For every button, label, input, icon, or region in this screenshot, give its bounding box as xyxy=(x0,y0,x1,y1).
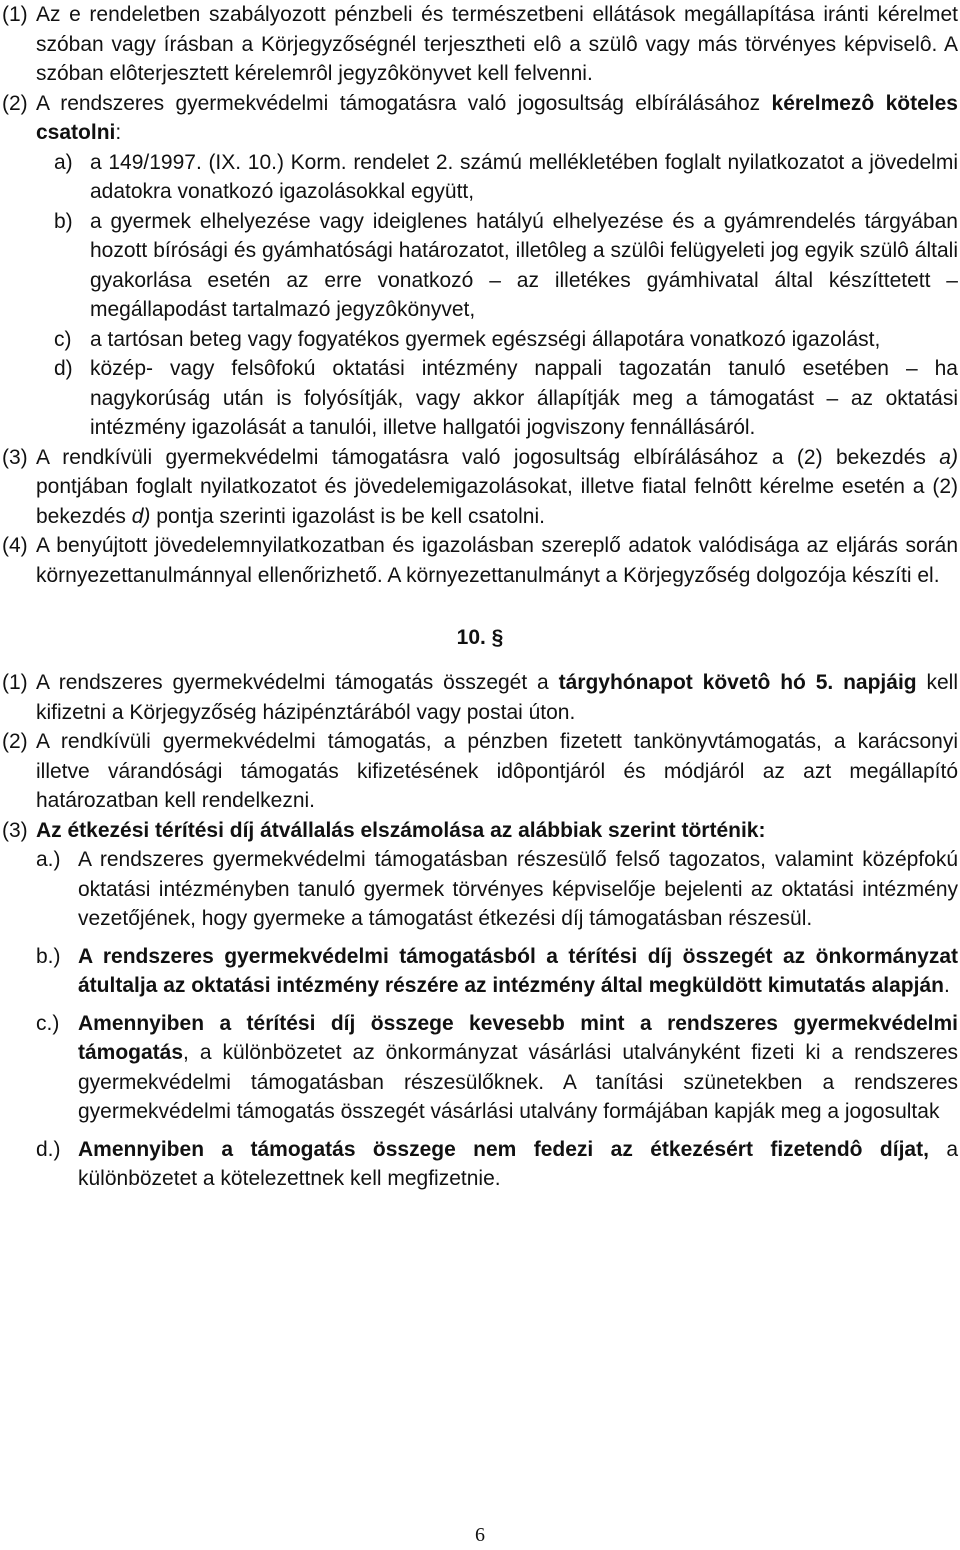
paragraph-3 xyxy=(2,816,958,846)
paragraph-bold-text: kérelmezô köteles csatolni xyxy=(36,91,958,144)
spacer xyxy=(2,934,958,942)
paragraph-text: A rendszeres gyermekvédelmi támogatásra való jogosultság elbírálásához xyxy=(36,91,761,115)
list-item-c xyxy=(2,325,958,355)
paragraph-1 xyxy=(2,668,958,727)
paragraph-1 xyxy=(2,0,958,89)
italic-ref: a) xyxy=(939,445,958,469)
list-label: a.) xyxy=(36,848,61,871)
list-text: A rendszeres gyermekvédelmi támogatásban részesülő felső tagozatos, valamint középfokú oktatási intézményben tanuló gyermek törvényes képviselője bejelenti az oktatási intézmény vezetőjének, hogy gyermeke a támogatást étkezési díj támogatásban részesül. xyxy=(78,848,958,930)
list-label: c) xyxy=(54,327,72,351)
list-bold-text: Amennyiben a térítési díj összege kevesebb mint a rendszeres gyermekvédelmi támogatás xyxy=(78,1011,958,1064)
paragraph-text: kell kifizetni a Körjegyzőség házipénztárából vagy postai úton. xyxy=(36,671,958,724)
paragraph-text: A rendszeres gyermekvédelmi támogatás összegét a xyxy=(36,671,549,694)
paragraph-text: pontja szerinti igazolást is be kell csatolni. xyxy=(156,504,545,528)
paragraph-text: A rendkívüli gyermekvédelmi támogatásra való jogosultság elbírálásához a (2) bekezdés xyxy=(36,445,926,469)
list-item-b xyxy=(2,207,958,325)
italic-ref: d) xyxy=(131,504,151,528)
list-text: közép- vagy felsôfokú oktatási intézmény nappali tagozatán tanuló esetében – ha nagykorúság után is folyósítják, vagy akkor állapítják meg a támogatást – az oktatási intézmény igazolását a tanulói, illetve hallgatói jogviszony fennállásáról. xyxy=(90,357,958,439)
paragraph-2 xyxy=(2,89,958,148)
list-item-c xyxy=(2,1009,958,1127)
spacer xyxy=(2,1001,958,1009)
paragraph-number: (1) xyxy=(2,671,28,694)
list-bold-text: Amennyiben a támogatás összege nem fedezi az étkezésért fizetendô díjat, xyxy=(78,1137,929,1161)
paragraph-4 xyxy=(2,531,958,590)
list-item-d xyxy=(2,1135,958,1194)
list-item-d xyxy=(2,354,958,443)
list-text: a különbözetet a kötelezettnek kell megfizetnie. xyxy=(78,1137,958,1190)
list-item-a xyxy=(2,845,958,934)
list-label: d) xyxy=(54,357,73,380)
list-text: a tartósan beteg vagy fogyatékos gyermek egészségi állapotára vonatkozó igazolást, xyxy=(90,327,881,351)
paragraph-bold-text: tárgyhónapot követô hó 5. napjáig xyxy=(558,671,917,694)
list-label: d.) xyxy=(36,1137,61,1161)
list-item-b xyxy=(2,942,958,1001)
paragraph-text: A benyújtott jövedelemnyilatkozatban és igazolásban szereplő adatok valódisága az eljárás során környezettanulmánnyal ellenőrizhető. A környezettanulmányt a Körjegyzőség dolgozója készíti el. xyxy=(36,534,958,587)
list-text: a 149/1997. (IX. 10.) Korm. rendelet 2. számú mellékletében foglalt nyilatkozatot a jövedelmi adatokra vonatkozó igazolásokkal együtt, xyxy=(90,150,958,203)
list-text: , a különbözetet az önkormányzat vásárlási utalványként fizeti ki a rendszeres gyermekvédelmi támogatásban részesülőknek. A tanítási szünetekben a rendszeres gyermekvédelmi támogatás összegét vásárlási utalvány formájában kapják meg a jogosultak xyxy=(78,1041,958,1123)
list-label: a) xyxy=(54,150,73,174)
paragraph-text: pontjában foglalt nyilatkozatot és jövedelemigazolásokat, illetve fiatal felnôtt kérelme esetén a (2) bekezdés xyxy=(36,475,958,528)
paragraph-number: (1) xyxy=(2,3,28,26)
section-heading: 10. § xyxy=(456,626,504,649)
paragraph-number: (2) xyxy=(2,91,28,115)
list-bold-text: A rendszeres gyermekvédelmi támogatásból a térítési díj összegét az önkormányzat átultalja az oktatási intézmény részére az intézmény által megküldött kimutatás alapján xyxy=(78,944,958,997)
list-label: b) xyxy=(54,209,73,233)
list-item-a xyxy=(2,148,958,207)
punctuation: : xyxy=(115,121,122,144)
paragraph-number: (3) xyxy=(2,818,28,842)
spacer xyxy=(2,1127,958,1135)
paragraph-number: (3) xyxy=(2,445,28,469)
list-text: a gyermek elhelyezése vagy ideiglenes hatályú elhelyezése és a gyámrendelés tárgyában hozott bírósági és gyámhatósági határozatot, illetôleg a szülôi felügyeleti jog egyik szülô általi gyakorlása esetén az erre vonatkozó – az illetékes gyámhivatal által készíttetett – megállapodást tartalmazó jegyzôkönyvet, xyxy=(90,209,958,321)
paragraph-text: A rendkívüli gyermekvédelmi támogatás, a pénzben fizetett tankönyvtámogatás, a karácsonyi illetve várandósági támogatás kifizetésének idôpontjáról és módjáról az azt megállapító határozatban kell rendelkezni. xyxy=(36,730,958,812)
paragraph-number: (4) xyxy=(2,534,28,557)
paragraph-bold-text: Az étkezési térítési díj átvállalás elszámolása az alábbiak szerint történik: xyxy=(36,818,766,842)
paragraph-2 xyxy=(2,727,958,816)
page-number: 6 xyxy=(475,1524,485,1546)
punctuation: . xyxy=(943,974,950,997)
list-label: b.) xyxy=(36,944,61,968)
paragraph-text: Az e rendeletben szabályozott pénzbeli és természetbeni ellátások megállapítása iránti kérelmet szóban vagy írásban a Körjegyzőségnél terjesztheti elô a szülô vagy más törvényes képviselô. A szóban elôterjesztett kérelemrôl jegyzôkönyvet kell felvenni. xyxy=(36,3,958,85)
paragraph-3 xyxy=(2,443,958,532)
paragraph-number: (2) xyxy=(2,730,28,753)
list-label: c.) xyxy=(36,1011,60,1035)
